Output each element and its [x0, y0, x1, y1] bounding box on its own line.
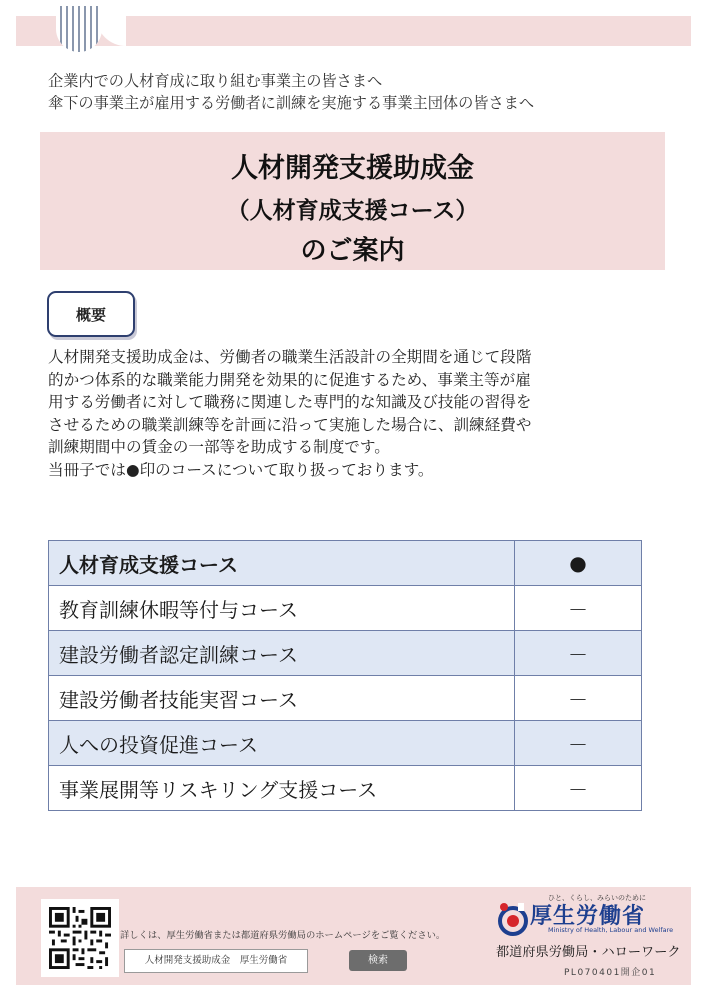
table-row	[49, 721, 642, 766]
course-name: 人材育成支援コース	[49, 541, 515, 586]
overview-line: 人材開発支援助成金は、労働者の職業生活設計の全期間を通じて段階	[48, 348, 532, 366]
course-name: 建設労働者技能実習コース	[49, 676, 515, 721]
table-row	[49, 766, 642, 811]
ministry-name-english: Ministry of Health, Labour and Welfare	[548, 926, 674, 934]
overview-badge-label: 概要	[75, 305, 106, 324]
ministry-tagline: ひと、くらし、みらいのために	[548, 894, 646, 902]
target-audience-text	[48, 70, 688, 114]
course-name: 事業展開等リスキリング支援コース	[49, 766, 515, 811]
striped-semicircle-decoration	[56, 6, 102, 52]
table-row	[49, 541, 642, 586]
course-mark: －	[515, 676, 642, 721]
overview-line: 的かつ体系的な職業能力開発を効果的に促進するため、事業主等が雇	[48, 370, 531, 389]
table-row	[49, 676, 642, 721]
overview-badge	[47, 291, 135, 337]
page-subtitle: （人材育成支援コース）	[226, 198, 479, 224]
search-keyword-box: 人材開発支援助成金 厚生労働省	[124, 949, 308, 973]
page-title-suffix: のご案内	[300, 236, 405, 266]
course-mark: －	[515, 766, 642, 811]
search-button[interactable]: 検索	[349, 950, 407, 971]
course-mark: ●	[515, 541, 642, 586]
page-title: 人材開発支援助成金	[231, 153, 474, 184]
intro-line-2: 傘下の事業主が雇用する労働者に訓練を実施する事業主団体の皆さまへ	[48, 94, 534, 112]
course-name: 建設労働者認定訓練コース	[49, 631, 515, 676]
title-box	[40, 132, 665, 270]
overview-line: 当冊子では●印のコースについて取り扱っております。	[48, 460, 434, 479]
course-mark: －	[515, 721, 642, 766]
table-row	[49, 631, 642, 676]
overview-line: させるための職業訓練等を計画に沿って実施した場合に、訓練経費や	[48, 415, 532, 434]
qr-code[interactable]	[41, 899, 119, 977]
course-name: 人への投資促進コース	[49, 721, 515, 766]
footer	[16, 887, 691, 985]
course-mark: －	[515, 631, 642, 676]
ministry-logo-icon	[496, 901, 530, 937]
course-mark: －	[515, 586, 642, 631]
ministry-name: 厚生労働省	[530, 904, 646, 929]
overview-line: 用する労働者に対して職務に関連した専門的な知識及び技能の習得を	[48, 393, 532, 412]
table-row	[49, 586, 642, 631]
document-code: PL070401開企01	[564, 968, 657, 978]
course-table	[48, 540, 642, 811]
overview-text	[48, 346, 668, 482]
bureau-name: 都道府県労働局・ハローワーク	[496, 945, 681, 960]
footer-note: 詳しくは、厚生労働省または都道府県労働局のホームページをご覧ください。	[120, 930, 446, 941]
overview-line: 訓練期間中の賃金の一部等を助成する制度です。	[48, 438, 390, 457]
qr-code-icon	[49, 907, 111, 969]
intro-line-1: 企業内での人材育成に取り組む事業主の皆さまへ	[48, 72, 383, 90]
course-name: 教育訓練休暇等付与コース	[49, 586, 515, 631]
